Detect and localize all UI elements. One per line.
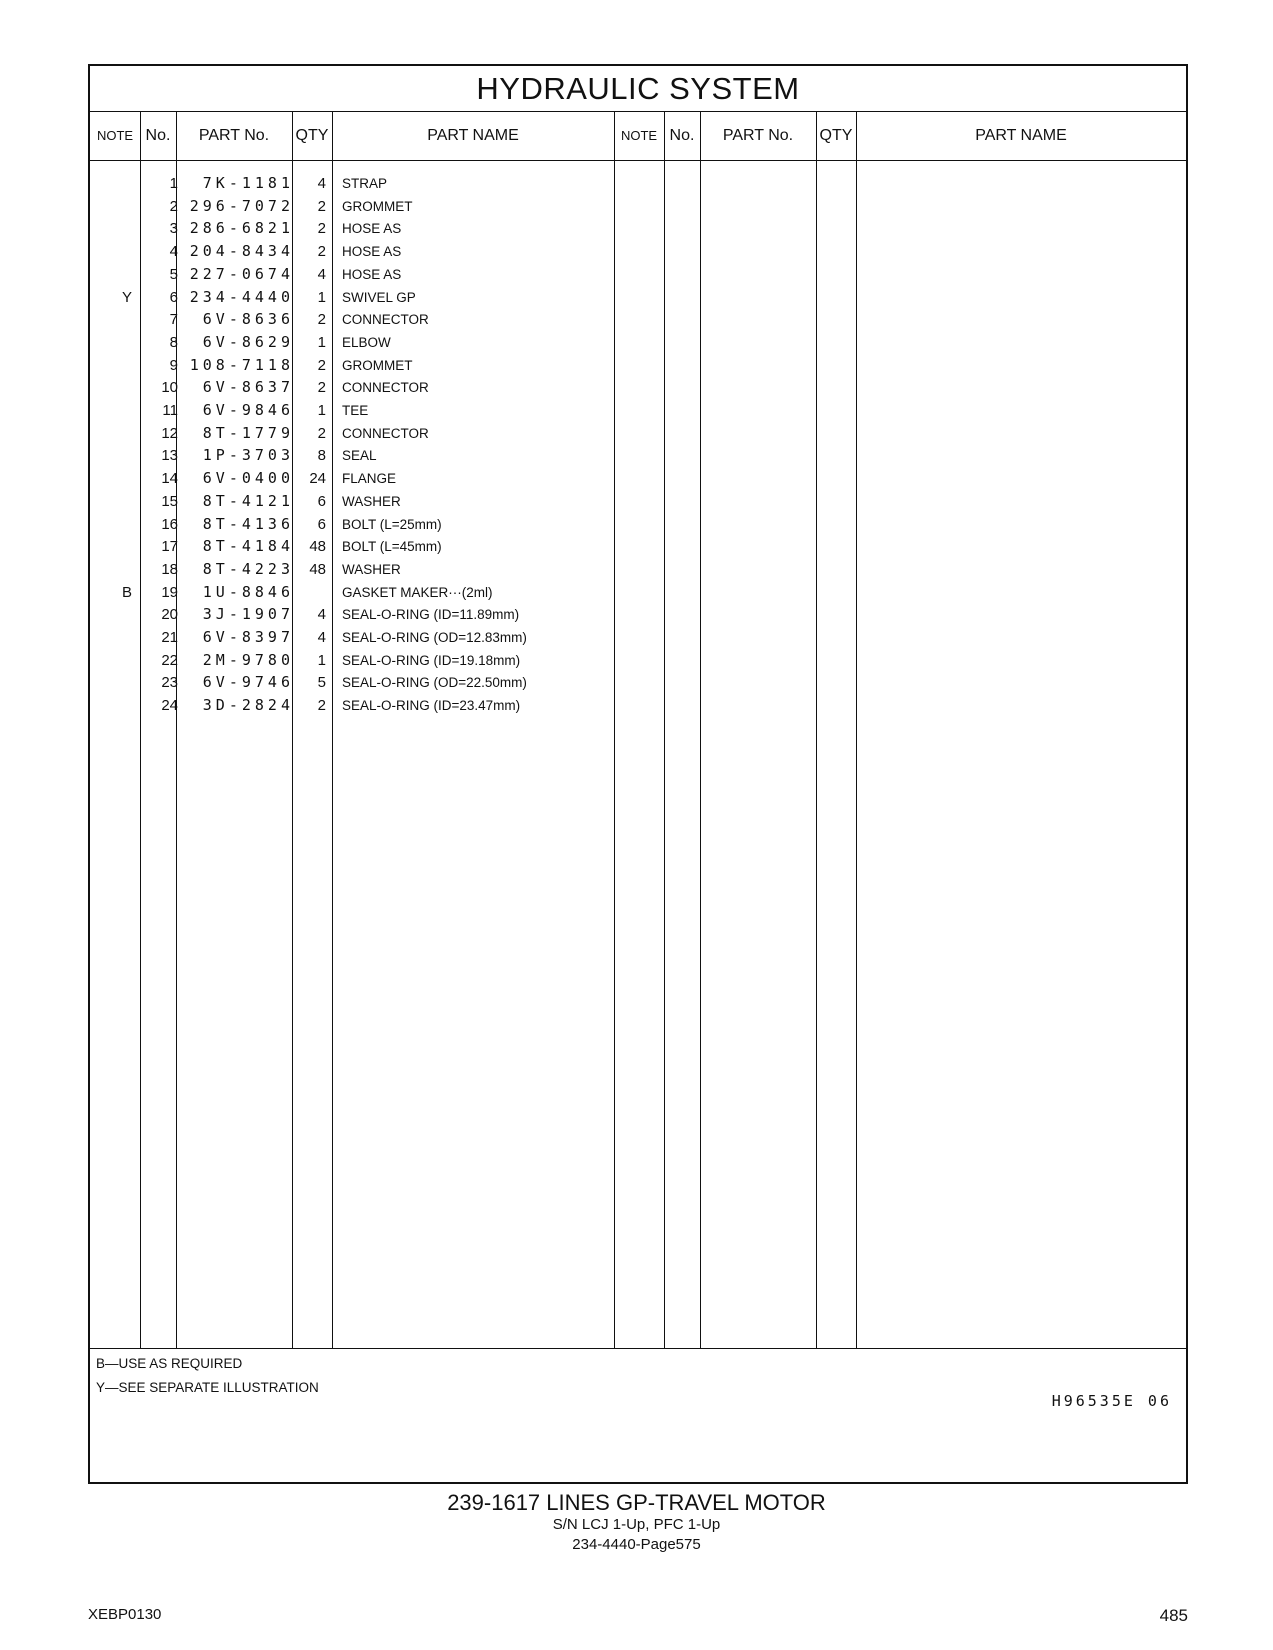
row-note: [120, 603, 134, 626]
row-item-number: 12: [161, 424, 178, 442]
row-item-number: 4: [169, 243, 178, 261]
col-line: [664, 112, 665, 1348]
col-line: [140, 112, 141, 1348]
row-part-number: 6V-9846: [202, 401, 294, 419]
row-item-number: 19: [161, 583, 178, 601]
row-note: [120, 558, 134, 581]
row-part-name: HOSE AS: [342, 266, 402, 282]
row-quantity: 48: [309, 560, 326, 578]
row-part-name: SEAL: [342, 448, 377, 464]
header-note-right: NOTE: [620, 128, 658, 143]
row-note: [120, 376, 134, 399]
col-line: [332, 112, 333, 1348]
row-item-number: 24: [161, 697, 178, 715]
header-part-name-right: PART NAME: [975, 127, 1067, 144]
row-part-number: 2M-9780: [202, 650, 294, 669]
row-note: [120, 217, 134, 240]
header-qty: QTY: [295, 127, 329, 144]
row-part-name: HOSE AS: [342, 244, 402, 260]
row-part-number: 6V-8397: [202, 628, 294, 646]
row-quantity: 2: [317, 243, 326, 261]
row-quantity: 2: [317, 311, 326, 329]
row-item-number: 21: [161, 629, 178, 646]
row-part-name: SWIVEL GP: [342, 289, 416, 305]
row-note: Y: [121, 288, 132, 306]
row-note: [120, 649, 134, 672]
row-part-number: 8T-4136: [202, 514, 294, 533]
row-part-number: 286-6821: [189, 219, 294, 238]
row-quantity: 1: [317, 651, 326, 669]
header-divider: [90, 160, 1186, 161]
row-quantity: 2: [317, 220, 326, 238]
row-quantity: 6: [317, 492, 326, 510]
row-note: [120, 354, 134, 377]
page-reference: 234-4440-Page575: [572, 1536, 701, 1553]
row-item-number: 20: [161, 606, 178, 624]
row-part-name: GASKET MAKER···(2ml): [342, 584, 493, 600]
row-part-name: BOLT (L=45mm): [342, 539, 442, 555]
row-note: [120, 422, 134, 445]
serial-range: S/N LCJ 1-Up, PFC 1-Up: [552, 1516, 721, 1533]
row-note: [120, 308, 134, 331]
header-no-right: No.: [669, 127, 695, 144]
row-part-name: CONNECTOR: [342, 380, 429, 396]
row-quantity: 8: [317, 447, 326, 465]
row-part-number: 8T-4184: [202, 537, 294, 556]
row-item-number: 11: [162, 402, 178, 419]
row-note: [120, 263, 134, 286]
row-part-number: 7K-1181: [202, 174, 294, 192]
row-note: [120, 490, 134, 513]
row-part-name: GROMMET: [342, 198, 413, 214]
row-item-number: 16: [161, 515, 178, 533]
row-part-name: SEAL-O-RING (ID=11.89mm): [342, 607, 520, 623]
row-part-number: 6V-8629: [202, 332, 294, 351]
parts-table: [88, 64, 1188, 1484]
row-quantity: 2: [317, 697, 326, 715]
row-item-number: 22: [161, 651, 178, 669]
row-part-name: SEAL-O-RING (ID=23.47mm): [342, 698, 521, 714]
row-item-number: 10: [161, 379, 178, 397]
row-part-number: 6V-9746: [202, 673, 294, 692]
row-part-number: 296-7072: [189, 196, 294, 215]
illustration-code: H96535E 06: [1051, 1392, 1172, 1410]
row-item-number: 15: [161, 492, 178, 510]
row-part-name: WASHER: [342, 561, 401, 577]
row-part-name: CONNECTOR: [342, 425, 429, 441]
header-part-no-right: PART No.: [722, 127, 794, 144]
row-item-number: 2: [169, 197, 178, 215]
row-item-number: 18: [161, 560, 178, 578]
row-quantity: 4: [317, 265, 326, 283]
row-note: B: [121, 583, 132, 601]
row-note: [120, 694, 134, 717]
row-note: [120, 331, 134, 354]
row-quantity: [294, 581, 326, 604]
row-part-number: 108-7118: [189, 355, 294, 374]
header-part-name: PART NAME: [427, 127, 519, 144]
row-part-number: 8T-4121: [202, 491, 294, 510]
row-note: [120, 467, 134, 490]
header-no: No.: [145, 127, 171, 144]
header-part-no: PART No.: [198, 127, 270, 144]
row-note: [120, 513, 134, 536]
row-note: [120, 671, 134, 694]
row-part-number: 227-0674: [189, 264, 294, 283]
row-item-number: 9: [169, 356, 178, 374]
row-item-number: 7: [169, 311, 178, 329]
row-item-number: 13: [161, 447, 178, 465]
footer-divider: [90, 1348, 1186, 1349]
header-qty-right: QTY: [819, 127, 853, 144]
row-part-number: 8T-4223: [202, 559, 294, 578]
row-part-name: GROMMET: [342, 357, 413, 373]
footnote-y: Y—SEE SEPARATE ILLUSTRATION: [96, 1380, 319, 1395]
row-part-name: CONNECTOR: [342, 312, 429, 328]
row-part-name: HOSE AS: [342, 221, 402, 237]
row-part-number: 1P-3703: [202, 446, 294, 465]
row-quantity: 4: [317, 629, 326, 646]
row-quantity: 4: [317, 606, 326, 624]
document-code: XEBP0130: [88, 1606, 162, 1623]
row-part-name: SEAL-O-RING (ID=19.18mm): [342, 652, 521, 668]
row-note: [120, 240, 134, 263]
row-item-number: 23: [161, 674, 178, 692]
col-line: [856, 112, 857, 1348]
row-note: [120, 444, 134, 467]
row-quantity: 2: [317, 424, 326, 442]
section-title: HYDRAULIC SYSTEM: [90, 66, 1186, 112]
row-quantity: 1: [317, 402, 326, 419]
row-part-number: 3D-2824: [202, 696, 294, 715]
row-part-number: 6V-8636: [202, 310, 294, 329]
row-quantity: 5: [317, 674, 326, 692]
row-item-number: 14: [161, 470, 178, 488]
row-part-name: BOLT (L=25mm): [342, 516, 442, 532]
col-line: [614, 112, 615, 1348]
row-part-name: SEAL-O-RING (OD=22.50mm): [342, 675, 527, 691]
row-item-number: 6: [169, 288, 178, 306]
row-quantity: 6: [317, 515, 326, 533]
col-line: [816, 112, 817, 1348]
row-quantity: 2: [317, 379, 326, 397]
row-quantity: 1: [317, 288, 326, 306]
row-part-number: 204-8434: [189, 242, 294, 261]
row-quantity: 2: [317, 197, 326, 215]
row-item-number: 5: [169, 265, 178, 283]
row-quantity: 1: [317, 333, 326, 351]
row-part-number: 8T-1779: [202, 423, 294, 442]
row-part-name: WASHER: [342, 493, 401, 509]
row-part-name: FLANGE: [342, 471, 397, 487]
row-part-number: 1U-8846: [202, 582, 294, 601]
col-line: [700, 112, 701, 1348]
row-note: [120, 195, 134, 218]
row-note: [120, 535, 134, 558]
row-note: [120, 399, 134, 422]
row-part-name: SEAL-O-RING (OD=12.83mm): [342, 630, 527, 645]
row-part-name: ELBOW: [342, 334, 391, 350]
row-item-number: 8: [169, 333, 178, 351]
row-quantity: 4: [317, 175, 326, 192]
row-part-number: 6V-0400: [202, 469, 294, 488]
page-number: 485: [1159, 1606, 1188, 1625]
row-part-number: 234-4440: [189, 287, 294, 306]
row-note: [120, 172, 134, 195]
row-part-name: TEE: [342, 403, 369, 418]
group-title: 239-1617 LINES GP-TRAVEL MOTOR: [447, 1490, 826, 1515]
row-quantity: 48: [309, 538, 326, 556]
row-note: [120, 626, 134, 649]
header-note: NOTE: [96, 128, 134, 143]
row-part-name: STRAP: [342, 176, 388, 191]
row-quantity: 24: [309, 470, 326, 488]
row-part-number: 3J-1907: [202, 605, 294, 624]
row-quantity: 2: [317, 356, 326, 374]
row-part-number: 6V-8637: [202, 378, 294, 397]
row-item-number: 3: [169, 220, 178, 238]
footnote-b: B—USE AS REQUIRED: [96, 1356, 243, 1371]
row-item-number: 1: [169, 175, 178, 192]
row-item-number: 17: [161, 538, 178, 556]
